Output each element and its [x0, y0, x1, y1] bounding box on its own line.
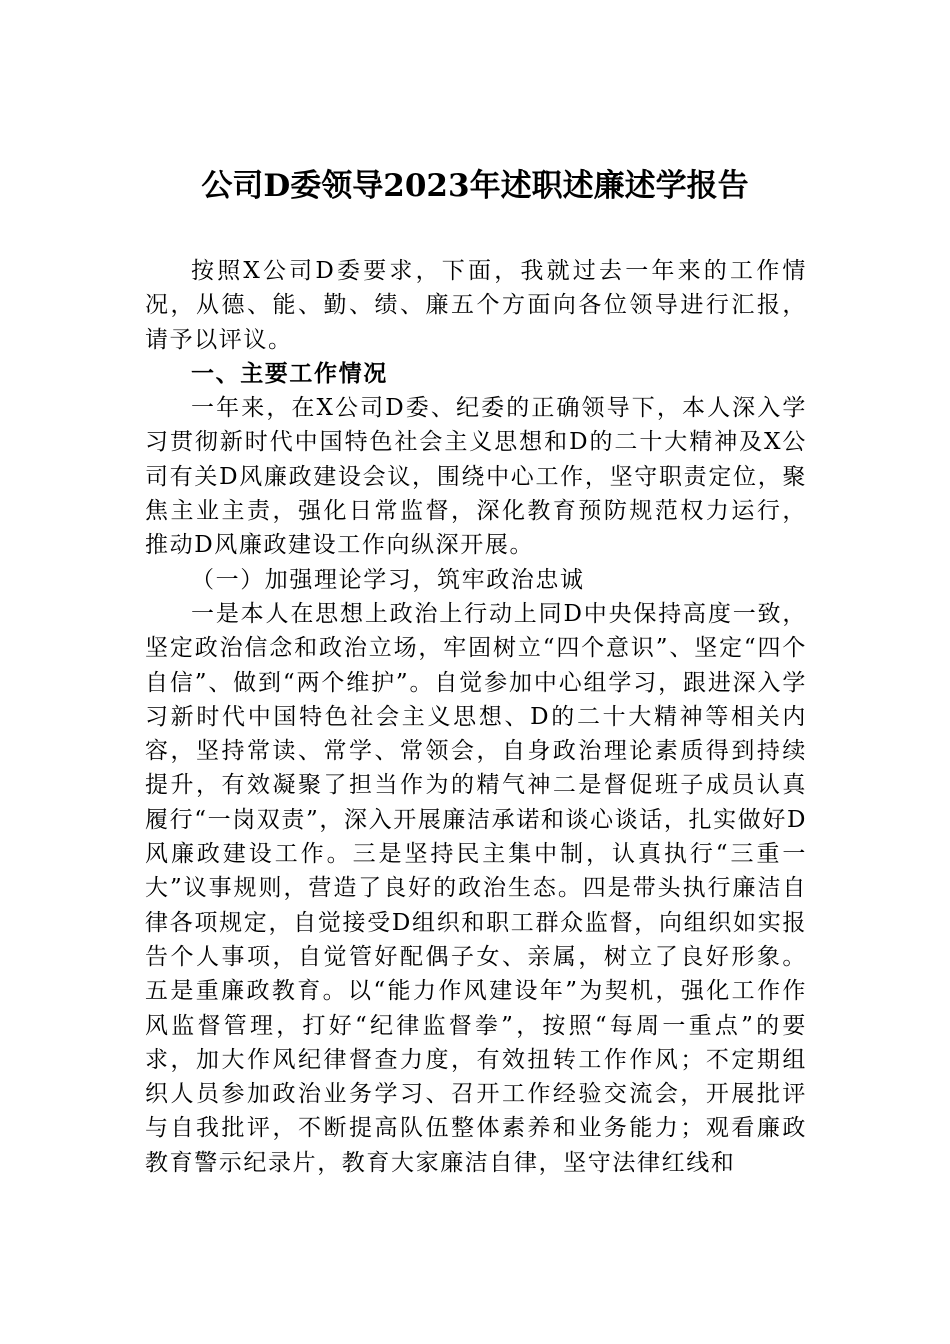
document-body — [145, 254, 807, 1180]
section-heading-main-work: 一、主要工作情况 — [191, 360, 388, 387]
overview-paragraph: 一年来，在X公司D委、纪委的正确领导下，本人深入学习贯彻新时代中国特色社会主义思想和D的二十大精神及X公司有关D风廉政建设会议，围绕中心工作，坚守职责定位，聚焦主业主责，强化日常监督，深化教育预防规范权力运行，推动D风廉政建设工作向纵深开展。 — [145, 395, 807, 559]
intro-paragraph: 按照X公司D委要求，下面，我就过去一年来的工作情况，从德、能、勤、绩、廉五个方面向各位领导进行汇报，请予以评议。 — [145, 258, 807, 353]
subsection-heading-theory-study: （一）加强理论学习，筑牢政治忠诚 — [191, 566, 585, 593]
document-title: 公司D委领导2023年述职述廉述学报告 — [201, 168, 749, 204]
theory-study-paragraph: 一是本人在思想上政治上行动上同D中央保持高度一致，坚定政治信念和政治立场，牢固树立“四个意识”、坚定“四个自信”、做到“两个维护”。自觉参加中心组学习，跟进深入学习新时代中国特色社会主义思想、D的二十大精神等相关内容，坚持常读、常学、常领会，自身政治理论素质得到持续提升，有效凝聚了担当作为的精气神二是督促班子成员认真履行“一岗双责”，深入开展廉洁承诺和谈心谈话，扎实做好D风廉政建设工作。三是坚持民主集中制，认真执行“三重一大”议事规则，营造了良好的政治生态。四是带头执行廉洁自律各项规定，自觉接受D组织和职工群众监督，向组织如实报告个人事项，自觉管好配偶子女、亲属，树立了良好形象。五是重廉政教育。以“能力作风建设年”为契机，强化工作作风监督管理，打好“纪律监督拳”，按照“每周一重点”的要求，加大作风纪律督查力度，有效扭转工作作风；不定期组织人员参加政治业务学习、召开工作经验交流会，开展批评与自我批评，不断提高队伍整体素养和业务能力；观看廉政教育警示纪录片，教育大家廉洁自律，坚守法律红线和 — [145, 600, 807, 1176]
